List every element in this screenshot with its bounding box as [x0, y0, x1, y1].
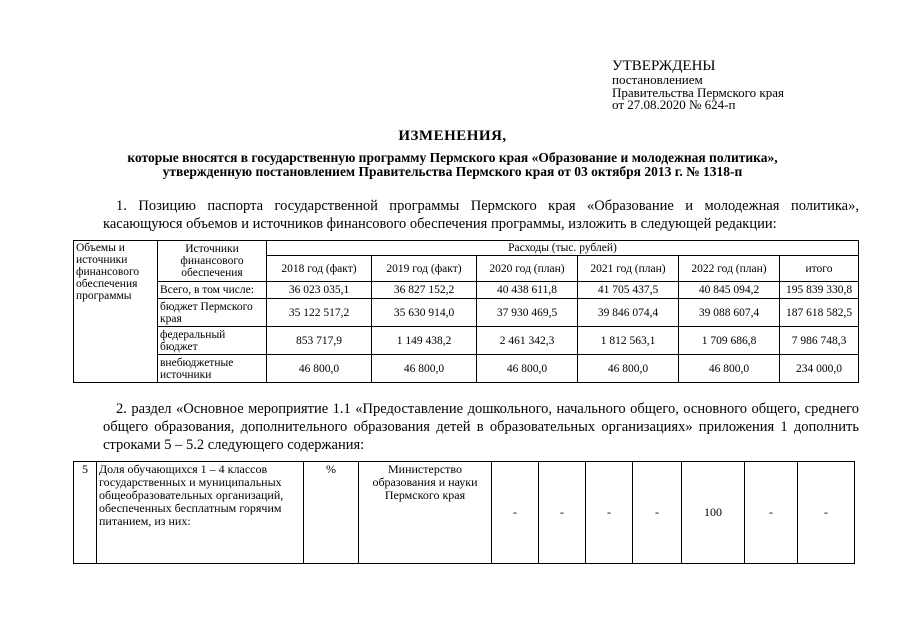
table-row	[74, 299, 859, 327]
table-row	[74, 282, 859, 299]
cell-value: 39 846 074,4	[578, 299, 679, 327]
cell-value: 46 800,0	[372, 355, 477, 383]
cell-value: 46 800,0	[578, 355, 679, 383]
value-cell: -	[586, 462, 633, 564]
cell-value: 40 438 611,8	[477, 282, 578, 299]
executor-cell: Министерство образования и науки Пермского края	[359, 462, 492, 564]
document-title: ИЗМЕНЕНИЯ,	[398, 128, 507, 144]
subtitle-text: которые вносятся в государственную программу Пермского края «Образование и молодежная политика», утвержденную постановлением Правительства Пермского края от 03 октября 2013 г. № 1318-п	[127, 150, 778, 179]
cell-value: 41 705 437,5	[578, 282, 679, 299]
cell-value: 1 812 563,1	[578, 327, 679, 355]
cell-value: 46 800,0	[267, 355, 372, 383]
value-cell: -	[798, 462, 855, 564]
row-label: бюджет Пермского края	[158, 299, 267, 327]
year-header: 2020 год (план)	[477, 256, 578, 282]
row-label: внебюджетные источники	[158, 355, 267, 383]
approval-line-2: Правительства Пермского края	[612, 84, 784, 100]
approval-block	[612, 58, 784, 112]
row-label: Всего, в том числе:	[158, 282, 267, 299]
cell-value: 46 800,0	[477, 355, 578, 383]
total-header: итого	[780, 256, 859, 282]
value-cell: -	[492, 462, 539, 564]
year-header: 2018 год (факт)	[267, 256, 372, 282]
paragraph-1	[103, 197, 859, 233]
value-cell: -	[745, 462, 798, 564]
cell-value: 35 630 914,0	[372, 299, 477, 327]
indicator-table	[73, 461, 855, 564]
cell-value: 2 461 342,3	[477, 327, 578, 355]
value-cell: -	[633, 462, 682, 564]
year-header: 2021 год (план)	[578, 256, 679, 282]
table-row	[74, 327, 859, 355]
approval-line-1: постановлением	[612, 72, 703, 87]
paragraph-1-text: 1. Позицию паспорта государственной программы Пермского края «Образование и молодежная политика», касающуюся объемов и источников финансового обеспечения программы, изложить в следующей редакции:	[103, 198, 859, 232]
value-cell: -	[539, 462, 586, 564]
row-label: федеральный бюджет	[158, 327, 267, 355]
cell-value: 36 827 152,2	[372, 282, 477, 299]
cell-value: 36 023 035,1	[267, 282, 372, 299]
cell-value: 1 149 438,2	[372, 327, 477, 355]
year-header: 2019 год (факт)	[372, 256, 477, 282]
cell-value: 1 709 686,8	[679, 327, 780, 355]
table-row	[74, 462, 855, 564]
cell-value: 46 800,0	[679, 355, 780, 383]
cell-value: 234 000,0	[780, 355, 859, 383]
paragraph-2	[103, 400, 859, 454]
cell-value: 187 618 582,5	[780, 299, 859, 327]
cell-value: 853 717,9	[267, 327, 372, 355]
paragraph-2-text: 2. раздел «Основное мероприятие 1.1 «Предоставление дошкольного, начального общего, основного общего, среднего общего образования, дополнительного образования детей в образовательных организациях» приложения 1 дополнить строками 5 – 5.2 следующего содержания:	[103, 401, 859, 453]
value-cell: 100	[682, 462, 745, 564]
indicator-name: Доля обучающихся 1 – 4 классов государственных и муниципальных общеобразовательных организаций, обеспеченных бесплатным горячим питанием, из них:	[97, 462, 304, 564]
finance-table	[73, 240, 859, 383]
cell-value: 37 930 469,5	[477, 299, 578, 327]
cell-value: 39 088 607,4	[679, 299, 780, 327]
approval-line-3: от 27.08.2020 № 624-п	[612, 97, 736, 112]
year-header: 2022 год (план)	[679, 256, 780, 282]
cell-value: 35 122 517,2	[267, 299, 372, 327]
cell-value: 40 845 094,2	[679, 282, 780, 299]
cell-value: 195 839 330,8	[780, 282, 859, 299]
approval-heading: УТВЕРЖДЕНЫ	[612, 58, 716, 74]
sources-header: Источники финансового обеспечения	[158, 241, 267, 282]
unit-cell: %	[304, 462, 359, 564]
document-subtitle	[0, 151, 905, 179]
row-number: 5	[74, 462, 97, 564]
table-row	[74, 355, 859, 383]
cell-value: 7 986 748,3	[780, 327, 859, 355]
finance-category: Объемы и источники финансового обеспечения программы	[74, 241, 158, 383]
expenses-header: Расходы (тыс. рублей)	[267, 241, 859, 256]
